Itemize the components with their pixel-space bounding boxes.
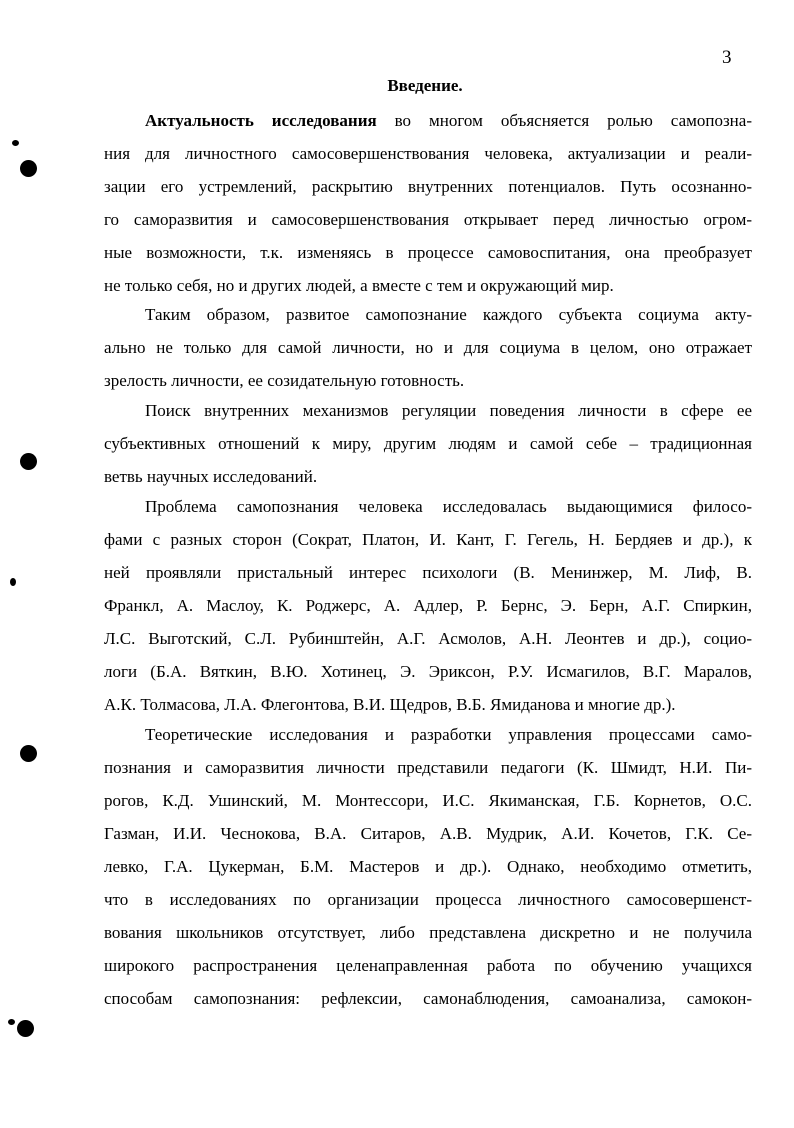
text-line: вования школьников отсутствует, либо представлена дискретно и не получила <box>104 923 752 942</box>
paragraph-pedagogues <box>104 718 752 1015</box>
text-line: субъективных отношений к миру, другим людям и самой себе – традиционная <box>104 434 752 453</box>
text-line: ально не только для самой личности, но и для социума в целом, оно отражает <box>104 338 752 357</box>
text-line <box>104 104 752 137</box>
text-line: Поиск внутренних механизмов регуляции поведения личности в сфере ее <box>145 401 752 420</box>
text-line: А.К. Толмасова, Л.А. Флегонтова, В.И. Щедров, В.Б. Ямиданова и многие др.). <box>104 695 676 714</box>
paragraph-development <box>104 298 752 397</box>
punch-hole <box>17 1020 34 1037</box>
punch-hole <box>20 453 37 470</box>
text-line: фами с разных сторон (Сократ, Платон, И. Кант, Г. Гегель, Н. Бердяев и др.), к <box>104 530 752 549</box>
scan-speck <box>12 140 19 146</box>
page-title: Введение. <box>387 76 463 95</box>
text-line: широкого распространения целенаправленная работа по обучению учащихся <box>104 956 752 975</box>
paragraph-relevance <box>104 104 752 302</box>
text-line: го саморазвития и самосовершенствования открывает перед личностью огром- <box>104 210 752 229</box>
text-line: рогов, К.Д. Ушинский, М. Монтессори, И.С. Якиманская, Г.Б. Корнетов, О.С. <box>104 791 752 810</box>
text-line: Теоретические исследования и разработки управления процессами само- <box>145 725 752 744</box>
text-line: Проблема самопознания человека исследовалась выдающимися филосо- <box>145 497 752 516</box>
punch-hole <box>20 160 37 177</box>
text-line: способам самопознания: рефлексии, самонаблюдения, самоанализа, самокон- <box>104 989 752 1008</box>
scan-speck <box>10 578 16 586</box>
text-line: не только себя, но и других людей, а вместе с тем и окружающий мир. <box>104 276 614 295</box>
text-line: ветвь научных исследований. <box>104 467 318 486</box>
relevance-term: Актуальность исследования <box>145 111 377 130</box>
text-line: что в исследованиях по организации процесса личностного самосовершенст- <box>104 890 752 909</box>
page-number: 3 <box>722 47 732 68</box>
relevance-text: во многом объясняется ролью самопозна- <box>376 111 752 130</box>
text-line: Л.С. Выготский, С.Л. Рубинштейн, А.Г. Асмолов, А.Н. Леонтев и др.), социо- <box>104 629 752 648</box>
text-line: Таким образом, развитое самопознание каждого субъекта социума акту- <box>145 305 752 324</box>
paragraph-philosophers <box>104 490 752 721</box>
text-line: левко, Г.А. Цукерман, Б.М. Мастеров и др.). Однако, необходимо отметить, <box>104 857 752 876</box>
text-line: зации его устремлений, раскрытию внутренних потенциалов. Путь осознанно- <box>104 177 752 196</box>
text-line: зрелость личности, ее созидательную готовность. <box>104 371 465 390</box>
text-line: Франкл, А. Маслоу, К. Роджерс, А. Адлер, Р. Бернс, Э. Берн, А.Г. Спиркин, <box>104 596 752 615</box>
paragraph-mechanisms <box>104 394 752 493</box>
text-line: ния для личностного самосовершенствования человека, актуализации и реали- <box>104 144 752 163</box>
text-line: Газман, И.И. Чеснокова, В.А. Ситаров, А.В. Мудрик, А.И. Кочетов, Г.К. Се- <box>104 824 752 843</box>
text-line: логи (Б.А. Вяткин, В.Ю. Хотинец, Э. Эриксон, Р.У. Исмагилов, В.Г. Маралов, <box>104 662 752 681</box>
text-line: ные возможности, т.к. изменяясь в процессе самовоспитания, она преобразует <box>104 243 752 262</box>
scan-speck <box>8 1019 15 1025</box>
text-line: ней проявляли пристальный интерес психологи (В. Менинжер, М. Лиф, В. <box>104 563 752 582</box>
text-line: познания и саморазвития личности представили педагоги (К. Шмидт, Н.И. Пи- <box>104 758 752 777</box>
punch-hole <box>20 745 37 762</box>
